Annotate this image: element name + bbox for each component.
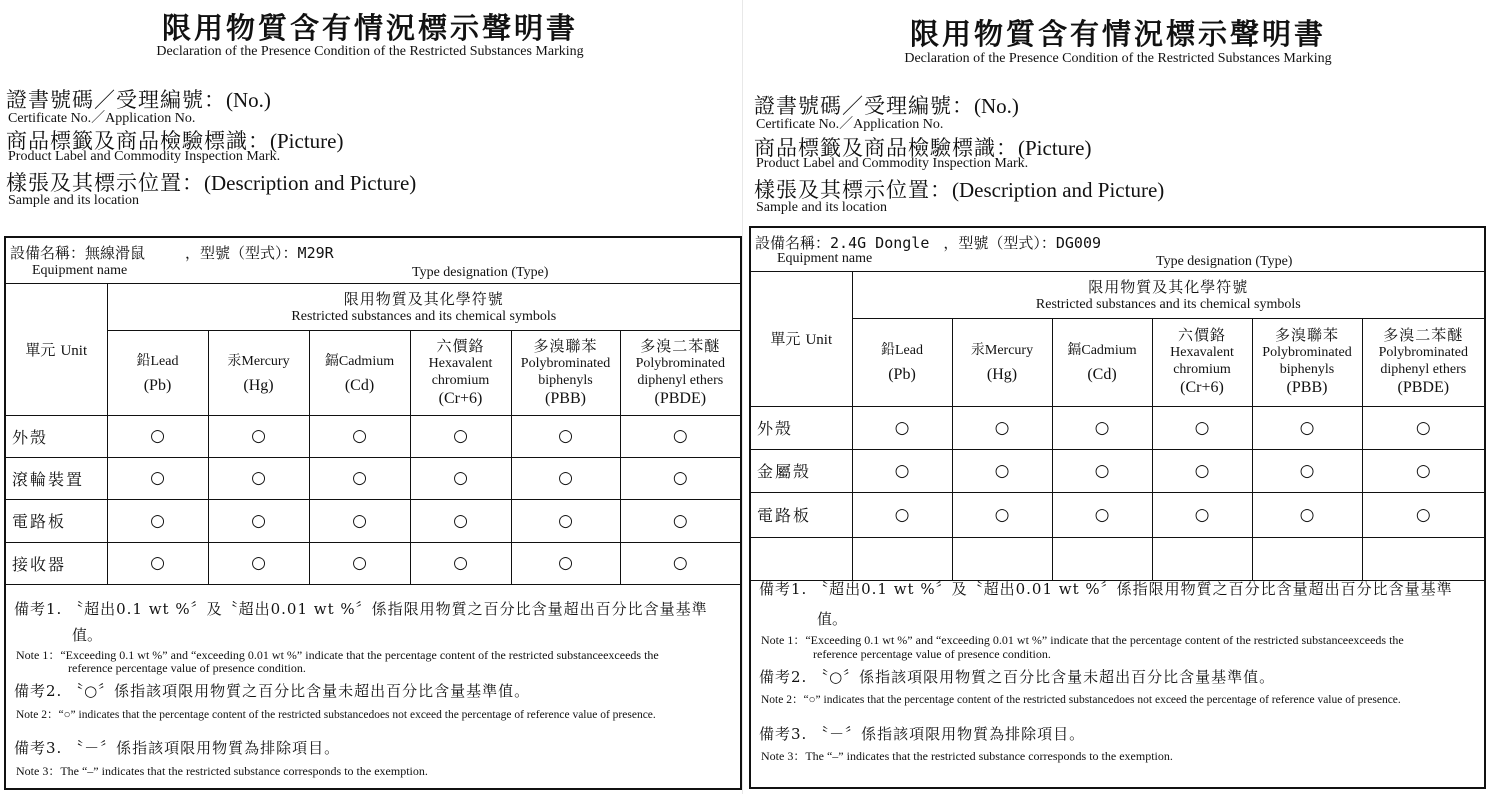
note-1-en-cont: reference percentage value of presence condition. [68, 661, 306, 675]
note-2: 備考2. 〝○〞係指該項限用物質之百分比含量未超出百分比含量基準值。 [759, 668, 1276, 686]
unit-name: 電路板 [751, 492, 852, 537]
unit-header: 單元 Unit [751, 272, 852, 406]
substance-pbde: 多溴二苯醚 Polybrominated diphenyl ethers (PBDE) [620, 330, 740, 415]
equipment-row [751, 228, 1484, 272]
note-3-en: Note 3：The “–” indicates that the restricted substance corresponds to the exemption. [16, 764, 428, 778]
product-label-field-en: Product Label and Commodity Inspection Mark. [756, 156, 1029, 171]
note-1: 備考1. 〝超出0.1 wt %〞及〝超出0.01 wt %〞係指限用物質之百分比含量超出百分比含量基準 [14, 600, 708, 618]
table-row [751, 492, 1484, 537]
note-1-en-cont: reference percentage value of presence condition. [813, 647, 1051, 661]
declaration-title-en: Declaration of the Presence Condition of the Restricted Substances Marking [904, 51, 1332, 66]
note-1-en: Note 1：“Exceeding 0.1 wt %” and “exceeding 0.01 wt %” indicate that the percentage content of the restricted substanceexceeds the [761, 633, 1404, 647]
table-row [6, 457, 740, 499]
substance-pbb: 多溴聯苯 Polybrominated biphenyls (PBB) [1252, 318, 1362, 406]
substance-lead: 鉛Lead (Pb) [852, 318, 952, 406]
presence-mark: ○ [1152, 492, 1252, 537]
presence-mark: ○ [1152, 449, 1252, 492]
unit-name [751, 537, 852, 580]
table-row [6, 415, 740, 457]
presence-mark: ○ [620, 499, 740, 542]
presence-mark: ○ [511, 542, 620, 584]
presence-mark: ○ [410, 499, 511, 542]
table-row [751, 537, 1484, 580]
table-row [751, 449, 1484, 492]
table-row [751, 406, 1484, 449]
presence-mark: ○ [309, 542, 410, 584]
presence-mark: ○ [1362, 492, 1484, 537]
note-1-cont: 值。 [817, 610, 848, 628]
presence-mark: ○ [620, 542, 740, 584]
substance-cadmium: 鎘Cadmium (Cd) [309, 330, 410, 415]
substance-table [751, 272, 1484, 581]
presence-mark: ○ [1052, 492, 1152, 537]
presence-mark: ○ [620, 415, 740, 457]
presence-mark: ○ [208, 415, 309, 457]
sample-field: 樣張及其標示位置：(Description and Picture) [754, 178, 1165, 202]
product-label-field: 商品標籤及商品檢驗標識：(Picture) [6, 129, 344, 153]
presence-mark [852, 537, 952, 580]
type-designation-en: Type designation (Type) [412, 265, 549, 280]
presence-mark: ○ [309, 499, 410, 542]
product-label-field-en: Product Label and Commodity Inspection Mark. [8, 149, 281, 164]
equipment-name-en: Equipment name [32, 263, 128, 278]
presence-mark [1252, 537, 1362, 580]
certificate-field: 證書號碼／受理編號：(No.) [6, 88, 271, 112]
note-3: 備考3. 〝－〞係指該項限用物質為排除項目。 [14, 739, 341, 757]
presence-mark: ○ [852, 449, 952, 492]
note-1: 備考1. 〝超出0.1 wt %〞及〝超出0.01 wt %〞係指限用物質之百分比含量超出百分比含量基準 [759, 580, 1453, 598]
note-3: 備考3. 〝－〞係指該項限用物質為排除項目。 [759, 725, 1086, 743]
presence-mark: ○ [410, 415, 511, 457]
presence-mark: ○ [1252, 492, 1362, 537]
note-3-en: Note 3：The “–” indicates that the restricted substance corresponds to the exemption. [761, 749, 1173, 763]
table-row [6, 542, 740, 584]
declaration-box [749, 226, 1486, 789]
presence-mark: ○ [511, 499, 620, 542]
presence-mark: ○ [1152, 406, 1252, 449]
presence-mark: ○ [952, 449, 1052, 492]
certificate-field: 證書號碼／受理編號：(No.) [754, 94, 1019, 118]
note-2: 備考2. 〝○〞係指該項限用物質之百分比含量未超出百分比含量基準值。 [14, 682, 531, 700]
presence-mark: ○ [208, 457, 309, 499]
presence-mark: ○ [1052, 406, 1152, 449]
restricted-substances-header: 限用物質及其化學符號 Restricted substances and its chemical symbols [852, 272, 1484, 318]
substance-pbde: 多溴二苯醚 Polybrominated diphenyl ethers (PBDE) [1362, 318, 1484, 406]
presence-mark: ○ [1052, 449, 1152, 492]
note-2-en: Note 2：“○” indicates that the percentage content of the restricted substancedoes not exceed the percentage of reference value of presence. [761, 694, 1401, 706]
certificate-field-en: Certificate No.／Application No. [756, 117, 944, 132]
declaration-right [748, 0, 1488, 794]
declaration-title: 限用物質含有情況標示聲明書 [909, 17, 1326, 51]
presence-mark: ○ [208, 499, 309, 542]
presence-mark: ○ [852, 492, 952, 537]
declaration-left [0, 0, 740, 794]
substance-pbb: 多溴聯苯 Polybrominated biphenyls (PBB) [511, 330, 620, 415]
substance-lead: 鉛Lead (Pb) [107, 330, 208, 415]
equipment-row [6, 238, 740, 284]
unit-name: 接收器 [6, 542, 107, 584]
equipment-name: 2.4G Dongle [830, 234, 930, 252]
presence-mark: ○ [852, 406, 952, 449]
presence-mark: ○ [107, 457, 208, 499]
sample-field-en: Sample and its location [8, 193, 140, 208]
equipment-line: 設備名稱：無線滑鼠 ，型號（型式）：M29R [10, 244, 334, 262]
declaration-title: 限用物質含有情況標示聲明書 [161, 11, 578, 45]
presence-mark: ○ [1252, 449, 1362, 492]
presence-mark: ○ [952, 492, 1052, 537]
presence-mark: ○ [511, 415, 620, 457]
presence-mark [1152, 537, 1252, 580]
note-1-en: Note 1：“Exceeding 0.1 wt %” and “exceeding 0.01 wt %” indicate that the percentage content of the restricted substanceexceeds the [16, 648, 659, 662]
presence-mark: ○ [107, 542, 208, 584]
presence-mark: ○ [107, 499, 208, 542]
sample-field-en: Sample and its location [756, 200, 888, 215]
declaration-box [4, 236, 742, 790]
restricted-substances-header: 限用物質及其化學符號 Restricted substances and its chemical symbols [107, 284, 740, 330]
product-label-field: 商品標籤及商品檢驗標識：(Picture) [754, 136, 1092, 160]
presence-mark [1362, 537, 1484, 580]
substance-hexavalent-chromium: 六價鉻 Hexavalent chromium (Cr+6) [410, 330, 511, 415]
substance-table [6, 284, 740, 585]
substance-mercury: 汞Mercury (Hg) [208, 330, 309, 415]
unit-name: 金屬殼 [751, 449, 852, 492]
presence-mark: ○ [511, 457, 620, 499]
presence-mark: ○ [1362, 449, 1484, 492]
unit-name: 外殼 [6, 415, 107, 457]
equipment-name-en: Equipment name [777, 251, 873, 266]
substance-cadmium: 鎘Cadmium (Cd) [1052, 318, 1152, 406]
presence-mark: ○ [1362, 406, 1484, 449]
equipment-name: 無線滑鼠 [85, 244, 146, 262]
table-row [6, 499, 740, 542]
substance-hexavalent-chromium: 六價鉻 Hexavalent chromium (Cr+6) [1152, 318, 1252, 406]
presence-mark: ○ [952, 406, 1052, 449]
equipment-line: 設備名稱：2.4G Dongle ，型號（型式）：DG009 [755, 234, 1102, 252]
presence-mark [952, 537, 1052, 580]
unit-name: 滾輪裝置 [6, 457, 107, 499]
unit-name: 電路板 [6, 499, 107, 542]
panel-divider [742, 0, 743, 794]
declaration-title-en: Declaration of the Presence Condition of the Restricted Substances Marking [156, 44, 584, 59]
substance-mercury: 汞Mercury (Hg) [952, 318, 1052, 406]
type-designation: DG009 [1055, 234, 1102, 252]
note-1-cont: 值。 [72, 626, 103, 644]
presence-mark: ○ [410, 542, 511, 584]
note-2-en: Note 2：“○” indicates that the percentage content of the restricted substancedoes not exceed the percentage of reference value of presence. [16, 709, 656, 721]
presence-mark: ○ [309, 457, 410, 499]
presence-mark: ○ [410, 457, 511, 499]
presence-mark: ○ [620, 457, 740, 499]
type-designation: M29R [297, 244, 334, 262]
unit-header: 單元 Unit [6, 284, 107, 415]
type-designation-en: Type designation (Type) [1156, 254, 1293, 269]
presence-mark: ○ [107, 415, 208, 457]
certificate-field-en: Certificate No.／Application No. [8, 111, 196, 126]
presence-mark [1052, 537, 1152, 580]
unit-name: 外殼 [751, 406, 852, 449]
presence-mark: ○ [208, 542, 309, 584]
presence-mark: ○ [1252, 406, 1362, 449]
sample-field: 樣張及其標示位置：(Description and Picture) [6, 171, 417, 195]
presence-mark: ○ [309, 415, 410, 457]
